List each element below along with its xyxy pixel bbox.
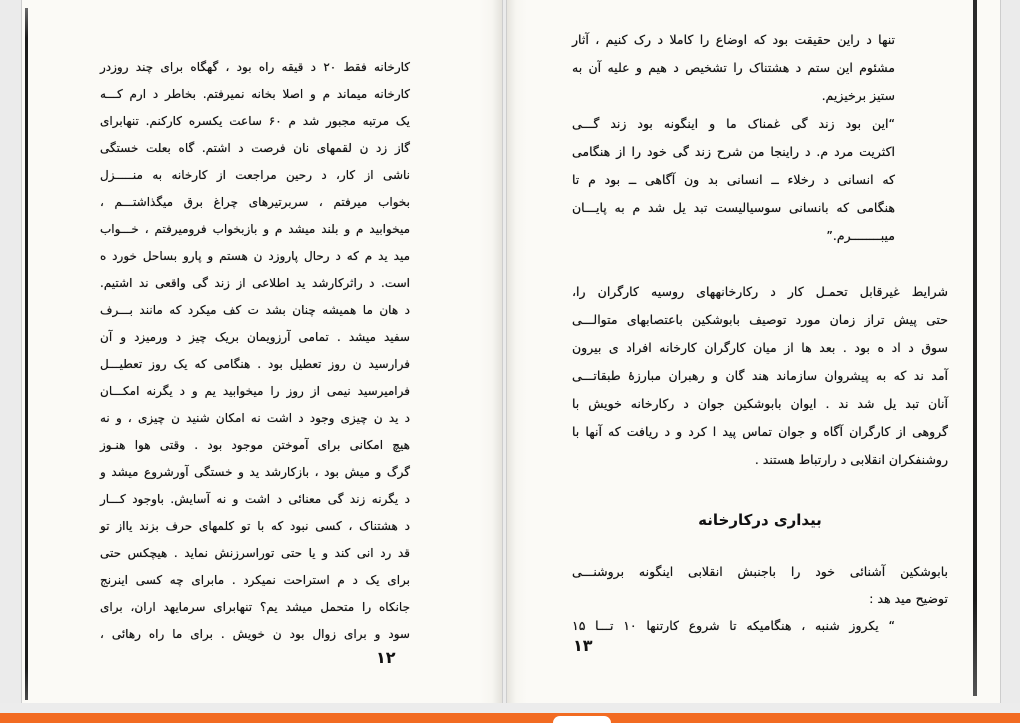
text-line: سوق د اد ه بود . بعد ها از میان کارگران کارخانه افراد ی بیرون [572,340,948,355]
text-line: گروهی از کارگران آگاه و جوان تماس پید ا کرد و د ریافت که آنها با [572,424,948,439]
text-line: “ یکروز شنبه ، هنگامیکه تا شروع کارتنها ۱۰ تـــا ۱۵ [572,618,895,633]
text-line: که انسانی د رخلاء ــ انسانی بد ون آگاهی ــ بود م تا [572,172,895,187]
text-line: د هشتناک ، کسی نبود که با تو کلمهای حرف بزند یااز تو [100,519,410,533]
quote-block [100,54,410,648]
text-line: تنها د راین حقیقت بود که اوضاع را کاملا د رک کنیم ، آثار [572,32,895,47]
text-line: کارخانه فقط ۲۰ د قیقه راه بود ، گهگاه برای چند روزدر [100,60,410,74]
text-line: بابوشکین آشنائی خود را باجنبش انقلابی اینگونه بروشنـــی [572,564,948,579]
left-page [22,0,502,703]
text-line: سود و برای زوال بود ن خویش . برای ما راه رهائی ، [100,627,410,641]
text-line: یک مرتبه مجبور شد م ۶۰ ساعت یکسره کارکنم. تنهابرای [100,114,410,128]
body-paragraph [572,278,948,474]
text-line: روشنفکران انقلابی د رارتباط هستند . [754,452,948,467]
text-line: ستیز برخیزیم. [821,88,895,103]
viewer-bottom-gap [0,703,1020,713]
text-line: است. د راثرکارشد ید اطلاعی از زند گی واقعی ند اشتیم. [100,276,410,290]
text-line: هنگامی که بانسانی سوسیالیست تبد یل شد م به پایـــان [572,200,895,215]
text-line: میخوابید م و بلند میشد م و بازبخواب فرومیرفتم ، خـــواب [100,222,410,236]
text-line: مید ید م که د رحال پاروزد ن هستم و پارو بساحل خورد ه [100,249,410,263]
text-line: “این بود زند گی غمناک ما و اینگونه بود زند گـــی [572,116,895,131]
text-line: اکثریت مرد م. د راینجا من شرح زند گی خود را از هنگامی [572,144,895,159]
bottom-bar [0,713,1020,723]
text-line: قد رد انی کند و یا حتی توراسرزنش نماید . هیچکس حتی [100,546,410,560]
text-line: شرایط غیرقابل تحمـل کار د رکارخانههای روسیه کارگران را، [572,284,948,299]
text-line: د یگرنه زند گی معنائی د اشت و نه آسایش. باوجود کـــار [100,492,410,506]
page-number: ۱۳ [573,636,593,655]
text-line: سفید میشد . تمامی آرزویمان بریک چیز د ورمیزد و آن [100,330,410,344]
text-line: آمد ند که به پیشروان سازماند هند گان و رهبران مبارزهٔ طبقاتـــی [572,368,948,383]
page-edge-shadow [25,8,28,700]
text-line: حتی پیش تراز زمان مورد توصیف بابوشکین باعتصابهای متوالـــی [572,312,948,327]
bottom-overlay-partial [553,716,611,723]
quote-block [572,612,895,640]
page-number: ۱۲ [376,648,396,667]
text-line: گرگ و میش بود ، بازکارشد ید و خستگی آورشروع میشد و [100,465,410,479]
text-line: گاز زد ن لقمهای نان فرصت د اشتم. گاه بعلت خستگی [100,141,410,155]
right-page [507,0,1000,703]
text-line: توضیح مید هد : [869,591,948,606]
text-line: آنان تبد یل شد ند . ایوان بابوشکین جوان د رکارخانه خویش با [572,396,948,411]
page-edge-shadow [973,0,977,696]
text-line: میبــــــــرم.” [826,228,895,243]
text-line: فرارسید ن روز تعطیل بود . هنگامی که یک روز تعطیـــل [100,357,410,371]
quote-block [572,26,895,250]
section-heading: بیداری درکارخانه [698,511,822,529]
text-line: بخواب میرفتم ، سربرتیرهای چراغ برق میگذاشتـــم ، [100,195,410,209]
text-line: ناشی از کار، د رحین مراجعت از کارخانه به منـــــزل [100,168,410,182]
text-line: د هان ما همیشه چنان بشد ت کف میکرد که مانند بـــرف [100,303,410,317]
text-line: کارخانه میماند م و اصلا بخانه نمیرفتم. بخاطر د ارم کـــه [100,87,410,101]
text-line: جانکاه را متحمل میشد یم؟ تنهابرای سرمایهد اران، برای [100,600,410,614]
body-paragraph [572,558,948,612]
text-line: برای یک د م استراحت نمیکرد . مابرای چه کسی اینرنج [100,573,410,587]
text-line: مشئوم این ستم د هشتناک را تشخیص د هیم و علیه آن به [572,60,895,75]
text-line: فرامیرسید نیمی از روز را میخوابید یم و د یگرنه امکـــان [100,384,410,398]
text-line: د ید ن چیزی وجود د اشت نه امکان شنید ن چیزی ، و نه [100,411,410,425]
text-line: هیچ امکانی برای آموختن موجود بود . وقتی هوا هنـوز [100,438,410,452]
